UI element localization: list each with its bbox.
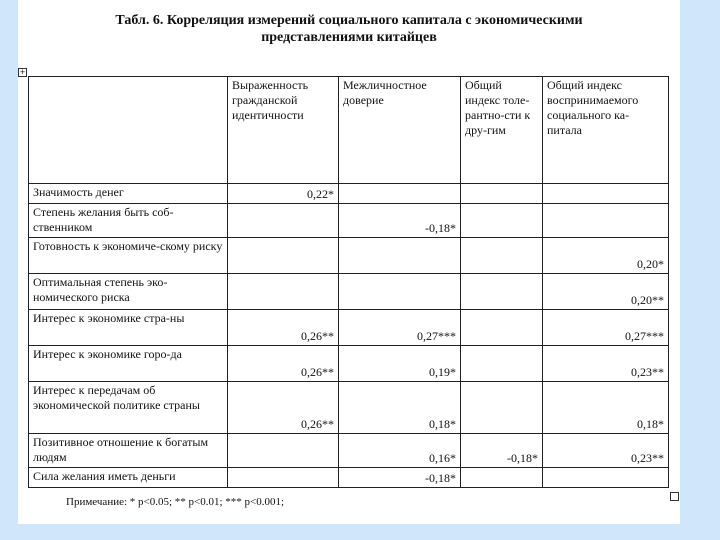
- row-label: Позитивное отношение к богатым людям: [29, 434, 228, 468]
- correlation-cell: [543, 204, 669, 238]
- table-row: [29, 434, 669, 468]
- table-row: [29, 184, 669, 204]
- correlation-cell: -0,18*: [339, 468, 461, 488]
- correlation-cell: 0,26**: [228, 346, 339, 382]
- table-move-handle-icon[interactable]: +: [19, 68, 26, 76]
- correlation-cell: 0,27***: [543, 310, 669, 346]
- row-label: Оптимальная степень эко-номического риска: [29, 274, 228, 310]
- correlation-cell: [461, 238, 543, 274]
- correlation-cell: [461, 274, 543, 310]
- correlation-cell: 0,23**: [543, 346, 669, 382]
- table-row: [29, 382, 669, 434]
- correlation-table: [28, 76, 669, 488]
- row-label: Интерес к экономике стра-ны: [29, 310, 228, 346]
- correlation-cell: -0,18*: [461, 434, 543, 468]
- correlation-cell: 0,18*: [543, 382, 669, 434]
- correlation-cell: [461, 382, 543, 434]
- table-row: [29, 346, 669, 382]
- table-row: [29, 468, 669, 488]
- correlation-cell: 0,26**: [228, 382, 339, 434]
- header-cell: Общий индекс воспринимаемого социального ка-питала: [543, 77, 669, 184]
- correlation-cell: 0,20**: [543, 274, 669, 310]
- correlation-cell: -0,18*: [339, 204, 461, 238]
- header-cell: Общий индекс толе-рантно-сти к дру-гим: [461, 77, 543, 184]
- table-row: [29, 310, 669, 346]
- correlation-cell: [228, 434, 339, 468]
- row-label: Значимость денег: [29, 184, 228, 204]
- correlation-cell: 0,19*: [339, 346, 461, 382]
- correlation-cell: [228, 238, 339, 274]
- row-label: Сила желания иметь деньги: [29, 468, 228, 488]
- header-cell: Межличностное доверие: [339, 77, 461, 184]
- correlation-cell: [461, 468, 543, 488]
- row-label: Готовность к экономиче-скому риску: [29, 238, 228, 274]
- correlation-cell: [339, 274, 461, 310]
- header-cell: Выраженность гражданской идентичности: [228, 77, 339, 184]
- table-row: [29, 238, 669, 274]
- table-row: [29, 204, 669, 238]
- correlation-cell: [339, 238, 461, 274]
- correlation-cell: 0,20*: [543, 238, 669, 274]
- header-cell-empty: [29, 77, 228, 184]
- correlation-cell: [339, 184, 461, 204]
- correlation-cell: 0,18*: [339, 382, 461, 434]
- correlation-cell: 0,26**: [228, 310, 339, 346]
- correlation-cell: [461, 346, 543, 382]
- correlation-cell: [461, 310, 543, 346]
- table-note: Примечание: * p<0.05; ** p<0.01; *** p<0.001;: [66, 496, 285, 508]
- row-label: Интерес к экономике горо-да: [29, 346, 228, 382]
- correlation-cell: [543, 184, 669, 204]
- correlation-cell: [461, 184, 543, 204]
- correlation-cell: 0,16*: [339, 434, 461, 468]
- table-header-row: [29, 77, 669, 184]
- table-resize-handle-icon[interactable]: [670, 492, 679, 501]
- correlation-cell: [461, 204, 543, 238]
- table-row: [29, 274, 669, 310]
- correlation-cell: 0,27***: [339, 310, 461, 346]
- correlation-cell: 0,22*: [228, 184, 339, 204]
- correlation-cell: [228, 204, 339, 238]
- table-title-line1: Табл. 6. Корреляция измерений социального капитала с экономическими: [115, 13, 583, 28]
- correlation-cell: [228, 468, 339, 488]
- row-label: Степень желания быть соб-ственником: [29, 204, 228, 238]
- correlation-cell: 0,23**: [543, 434, 669, 468]
- row-label: Интерес к передачам об экономической политике страны: [29, 382, 228, 434]
- table-title: [18, 12, 680, 46]
- table-title-line2: представлениями китайцев: [261, 30, 437, 45]
- correlation-cell: [543, 468, 669, 488]
- correlation-cell: [228, 274, 339, 310]
